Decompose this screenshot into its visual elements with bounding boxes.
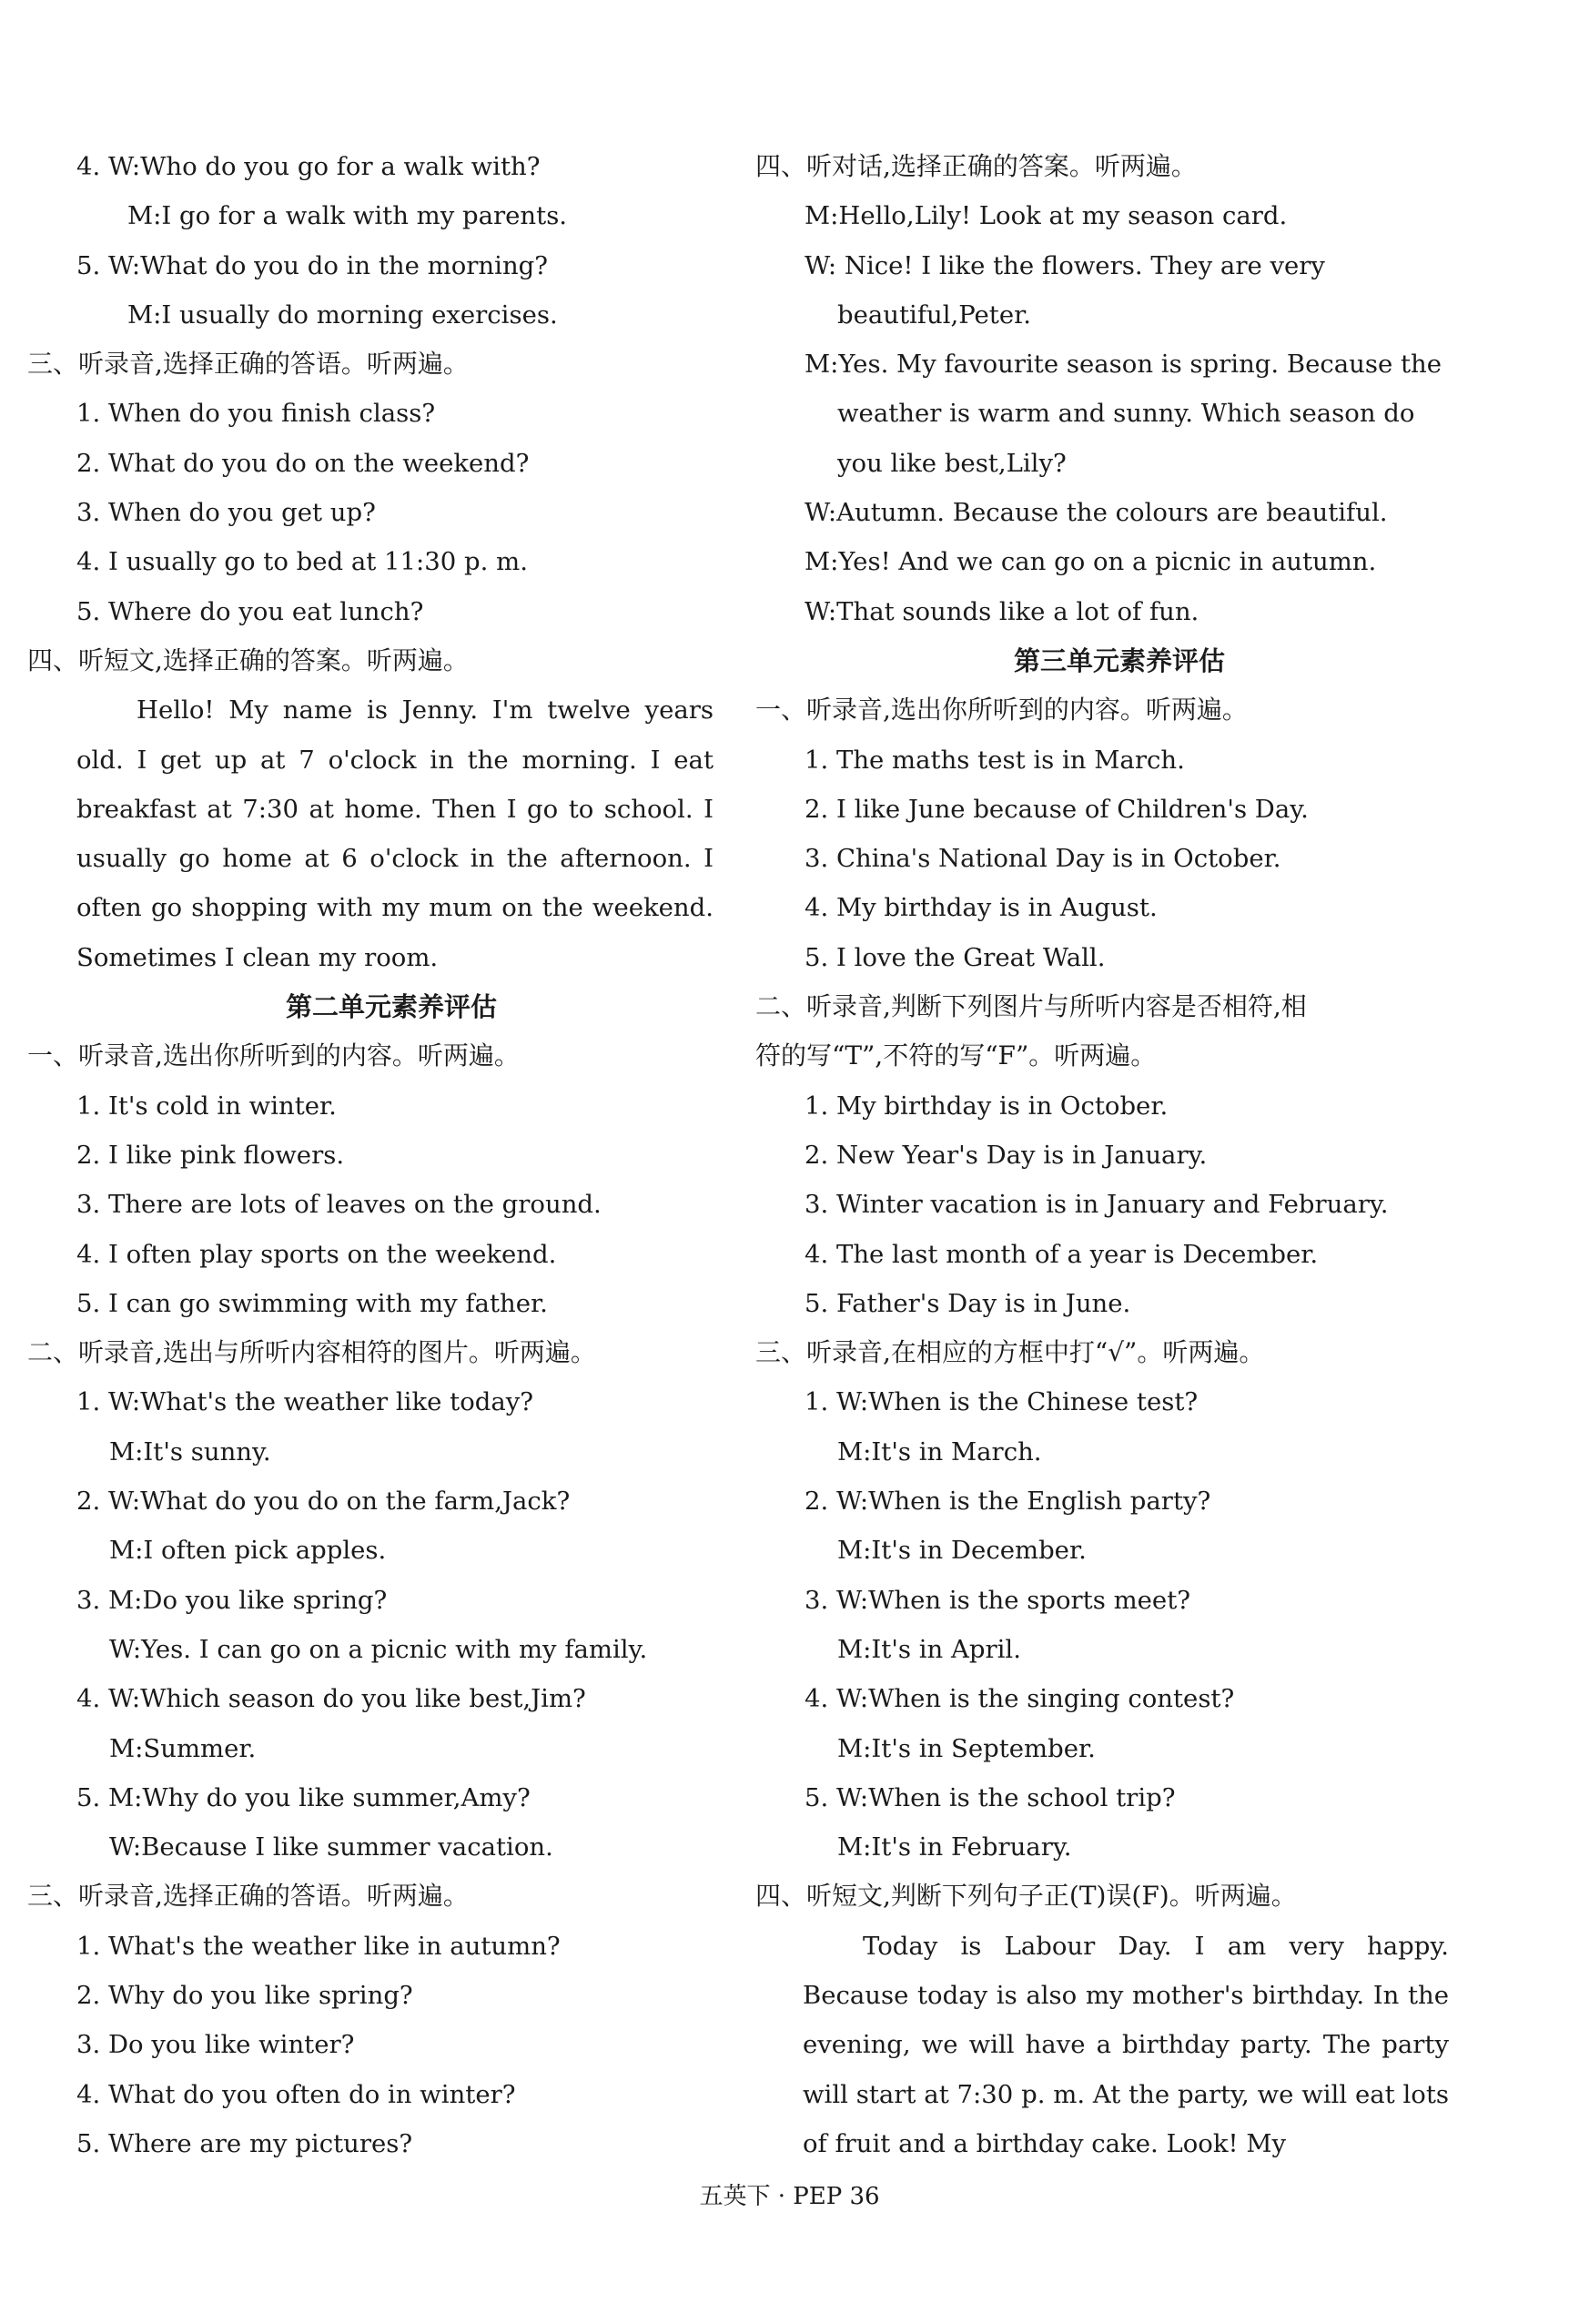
list-item: 4. I usually go to bed at 11:30 p. m. bbox=[76, 547, 528, 577]
listening-passage: Today is Labour Day. I am very happy. Because today is also my mother's birthday. In the evening, we will have a birthday party. The party will start at 7:30 p. m. At the party, we will eat lots of fruit and a birthday cake. Look! My bbox=[803, 1931, 1449, 2158]
dialogue-line: M:It's in April. bbox=[837, 1634, 1021, 1664]
list-item: 2. What do you do on the weekend? bbox=[76, 448, 530, 478]
list-item: 5. Father's Day is in June. bbox=[805, 1288, 1131, 1318]
dialogue-line: 5. W:When is the school trip? bbox=[805, 1782, 1176, 1812]
dialogue-line: M:It's sunny. bbox=[109, 1436, 271, 1466]
section-heading: 一、听录音,选出你所听到的内容。听两遍。 bbox=[27, 1040, 520, 1071]
right-column bbox=[755, 142, 1483, 2168]
unit-title: 第二单元素养评估 bbox=[285, 991, 497, 1023]
dialogue-line: you like best,Lily? bbox=[837, 448, 1067, 478]
list-item: 1. When do you finish class? bbox=[76, 399, 436, 429]
dialogue-line: M:It's in March. bbox=[837, 1436, 1042, 1466]
dialogue-line: 2. W:When is the English party? bbox=[805, 1487, 1211, 1517]
dialogue-line: 4. W:Which season do you like best,Jim? bbox=[76, 1684, 586, 1714]
list-item: 5. Where do you eat lunch? bbox=[76, 596, 424, 626]
dialogue-line: M:I often pick apples. bbox=[109, 1536, 387, 1566]
section-heading: 二、听录音,判断下列图片与所听内容是否相符,相 bbox=[755, 991, 1307, 1022]
dialogue-line: 4. W:Who do you go for a walk with? bbox=[76, 152, 541, 181]
dialogue-line: M:It's in February. bbox=[837, 1832, 1072, 1862]
list-item: 3. China's National Day is in October. bbox=[805, 844, 1281, 874]
dialogue-line: M:I usually do morning exercises. bbox=[127, 299, 558, 330]
list-item: 4. The last month of a year is December. bbox=[805, 1239, 1319, 1269]
list-item: 2. I like June because of Children's Day. bbox=[805, 794, 1309, 824]
dialogue-line: 3. W:When is the sports meet? bbox=[805, 1585, 1190, 1615]
unit-title: 第三单元素养评估 bbox=[1013, 644, 1225, 676]
dialogue-line: 4. W:When is the singing contest? bbox=[805, 1684, 1235, 1714]
dialogue-line: weather is warm and sunny. Which season do bbox=[837, 399, 1415, 429]
section-heading: 四、听对话,选择正确的答案。听两遍。 bbox=[755, 151, 1197, 181]
list-item: 5. I can go swimming with my father. bbox=[76, 1288, 548, 1318]
section-heading: 三、听录音,选择正确的答语。听两遍。 bbox=[27, 349, 469, 380]
left-column bbox=[27, 142, 755, 2168]
listening-passage: Hello! My name is Jenny. I'm twelve years old. I get up at 7 o'clock in the morning. I eat breakfast at 7:30 at home. Then I go to school. I usually go home at 6 o'clock in the afternoon. I often go shopping with my mum on the weekend. Sometimes I clean my room. bbox=[76, 695, 714, 972]
dialogue-line: 5. W:What do you do in the morning? bbox=[76, 250, 549, 280]
list-item: 3. There are lots of leaves on the ground. bbox=[76, 1190, 602, 1220]
dialogue-line: 1. W:When is the Chinese test? bbox=[805, 1387, 1199, 1417]
list-item: 1. What's the weather like in autumn? bbox=[76, 1931, 561, 1961]
list-item: 2. New Year's Day is in January. bbox=[805, 1140, 1208, 1170]
list-item: 3. Do you like winter? bbox=[76, 2030, 355, 2060]
section-heading: 三、听录音,选择正确的答语。听两遍。 bbox=[27, 1881, 469, 1912]
list-item: 1. It's cold in winter. bbox=[76, 1091, 337, 1121]
section-heading: 一、听录音,选出你所听到的内容。听两遍。 bbox=[755, 695, 1248, 726]
section-heading: 四、听短文,选择正确的答案。听两遍。 bbox=[27, 644, 469, 675]
dialogue-line: M:I go for a walk with my parents. bbox=[127, 201, 568, 231]
dialogue-line: 2. W:What do you do on the farm,Jack? bbox=[76, 1487, 571, 1517]
section-heading-continued: 符的写“T”,不符的写“F”。听两遍。 bbox=[755, 1040, 1157, 1071]
dialogue-line: M:Summer. bbox=[109, 1733, 257, 1763]
list-item: 2. Why do you like spring? bbox=[76, 1980, 413, 2010]
list-item: 3. When do you get up? bbox=[76, 498, 376, 528]
list-item: 4. My birthday is in August. bbox=[805, 893, 1158, 923]
list-item: 4. I often play sports on the weekend. bbox=[76, 1239, 557, 1269]
dialogue-line: M:Yes. My favourite season is spring. Because the bbox=[805, 350, 1442, 380]
list-item: 1. The maths test is in March. bbox=[805, 745, 1185, 775]
list-item: 2. I like pink flowers. bbox=[76, 1140, 345, 1170]
section-heading: 三、听录音,在相应的方框中打“√”。听两遍。 bbox=[755, 1337, 1265, 1368]
list-item: 5. I love the Great Wall. bbox=[805, 942, 1106, 972]
section-heading: 四、听短文,判断下列句子正(T)误(F)。听两遍。 bbox=[755, 1881, 1297, 1912]
page-footer: 五英下 · PEP 36 bbox=[699, 2183, 880, 2210]
dialogue-line: M:It's in December. bbox=[837, 1536, 1087, 1566]
dialogue-line: beautiful,Peter. bbox=[837, 299, 1031, 330]
dialogue-line: W:Autumn. Because the colours are beautiful. bbox=[805, 498, 1388, 528]
dialogue-line: W:That sounds like a lot of fun. bbox=[805, 596, 1199, 626]
dialogue-line: 5. M:Why do you like summer,Amy? bbox=[76, 1782, 531, 1812]
dialogue-line: M:Yes! And we can go on a picnic in autumn. bbox=[805, 547, 1377, 577]
dialogue-line: M:It's in September. bbox=[837, 1733, 1096, 1763]
list-item: 5. Where are my pictures? bbox=[76, 2128, 413, 2158]
dialogue-line: 3. M:Do you like spring? bbox=[76, 1585, 388, 1615]
list-item: 4. What do you often do in winter? bbox=[76, 2079, 516, 2109]
list-item: 1. My birthday is in October. bbox=[805, 1091, 1169, 1121]
section-heading: 二、听录音,选出与所听内容相符的图片。听两遍。 bbox=[27, 1337, 596, 1368]
dialogue-line: W:Because I like summer vacation. bbox=[109, 1832, 553, 1862]
list-item: 3. Winter vacation is in January and February. bbox=[805, 1190, 1389, 1220]
dialogue-line: W: Nice! I like the flowers. They are very bbox=[805, 250, 1325, 280]
dialogue-line: W:Yes. I can go on a picnic with my family. bbox=[109, 1634, 648, 1664]
dialogue-line: 1. W:What's the weather like today? bbox=[76, 1387, 534, 1417]
dialogue-line: M:Hello,Lily! Look at my season card. bbox=[805, 201, 1288, 231]
